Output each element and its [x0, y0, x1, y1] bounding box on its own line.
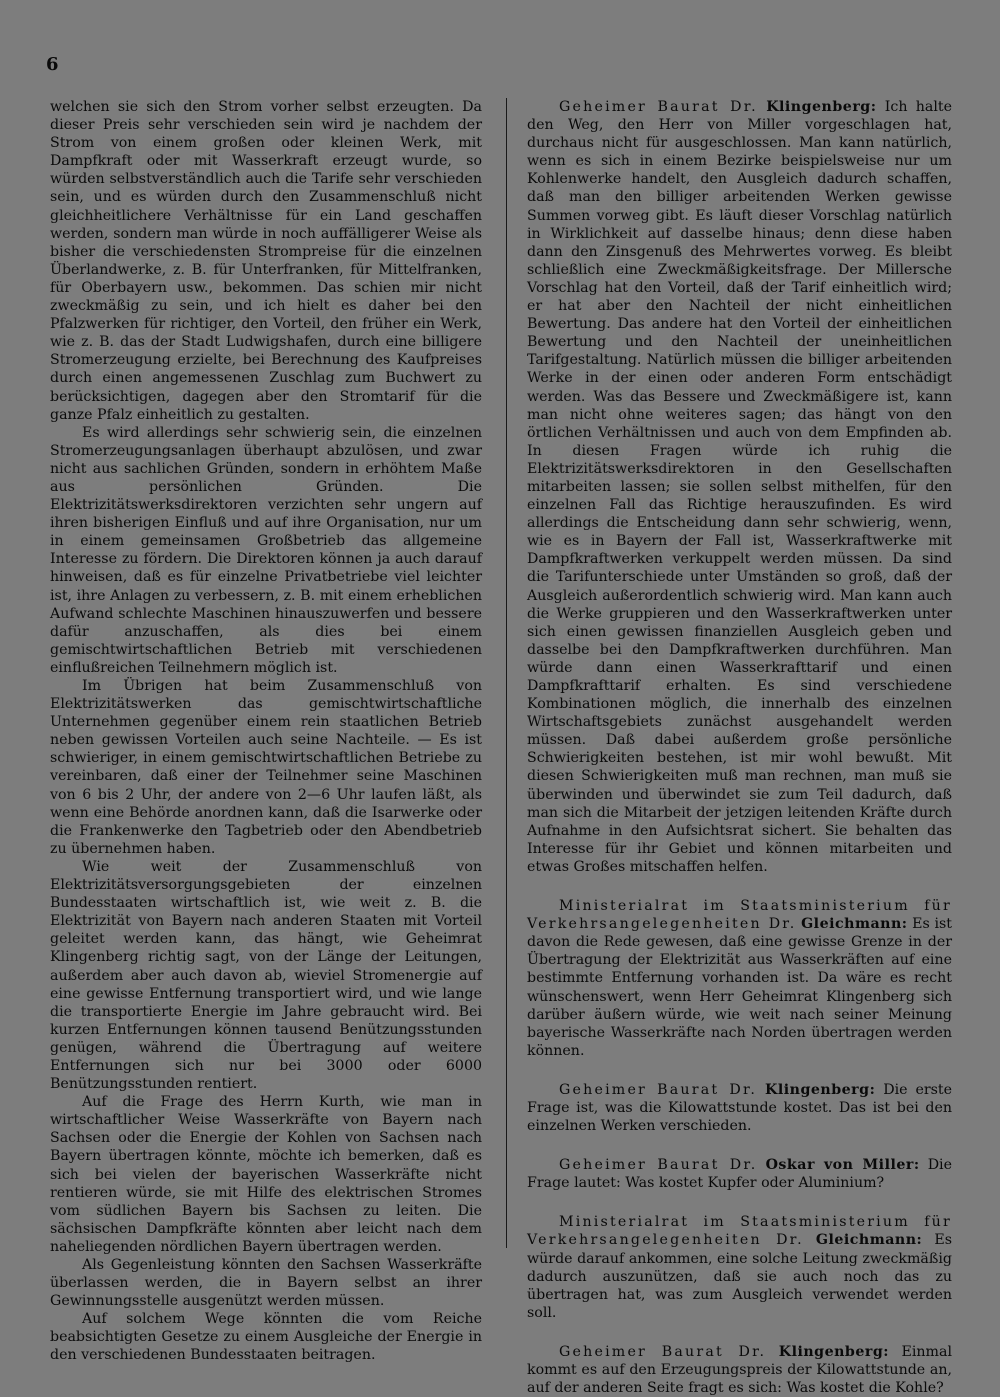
- paragraph: Auf solchem Wege könnten die vom Reiche beabsichtigten Gesetze zu einem Ausgleiche der Energie in den verschiedenen Bundesstaaten beitragen.: [50, 1311, 482, 1364]
- speech-entry: [527, 1213, 952, 1322]
- paragraph: Wie weit der Zusammenschluß von Elektrizitätsversorgungsgebieten der einzelnen Bundesstaaten wirtschaftlich ist, wie weit z. B. die Elektrizität von Bayern nach anderen Staaten mit Vorteil geleitet werden kann, das hängt, wie Geheimrat Klingenberg richtig sagt, von der Länge der Leitungen, außerdem aber auch davon ab, wieviel Stromenergie auf eine gewisse Entfernung transportiert wird, und wie lange die transportierte Energie im Jahre gebraucht wird. Bei kurzen Entfernungen können tausend Benützungsstunden genügen, während die Übertragung auf weitere Entfernungen sich nur bei 3000 oder 6000 Benützungsstunden rentiert.: [50, 858, 482, 1093]
- speech-text: Es würde darauf ankommen, eine solche Leitung zweckmäßig dadurch auszunützen, daß sie auch noch das zu übertragen hat, was zum Ausgleich verwendet werden soll.: [527, 1232, 952, 1321]
- paragraph: Im Übrigen hat beim Zusammenschluß von Elektrizitätswerken das gemischtwirtschaftliche Unternehmen gegenüber einem rein staatlichen Betrieb neben gewissen Vorteilen auch seine Nachteile. — Es ist schwieriger, in einem gemischtwirtschaftlichen Betriebe zu vereinbaren, daß einer der Teilnehmer seine Maschinen von 6 bis 2 Uhr, der andere von 2—6 Uhr laufen läßt, als wenn eine Behörde anordnen kann, daß die Isarwerke oder die Frankenwerke den Tagbetrieb oder den Abendbetrieb zu übernehmen haben.: [50, 678, 482, 857]
- page-number: 6: [46, 54, 59, 75]
- speaker-title: Geheimer Baurat Dr.: [559, 1157, 758, 1174]
- column-divider: [506, 98, 507, 1248]
- speech-entry: [527, 1081, 952, 1135]
- speech-entry: [527, 897, 952, 1060]
- speech-text: Die erste Frage ist, was die Kilowattstunde kostet. Das ist bei den einzelnen Werken verschieden.: [527, 1081, 953, 1135]
- paragraph: welchen sie sich den Strom vorher selbst erzeugten. Da dieser Preis sehr verschieden sein wird je nachdem der Strom von einem großen oder kleinen Werk, mit Dampfkraft oder mit Wasserkraft erzeugt wurde, so würden selbstverständlich auch die Tarife sehr verschieden sein, und es würden durch den Zusammenschluß nicht gleichheitlichere Verhältnisse für ein Land geschaffen werden, sondern man würde in noch auffälligerer Weise als bisher die verschiedensten Strompreise für die einzelnen Überlandwerke, z. B. für Unterfranken, für Mittelfranken, für Oberbayern usw., bekommen. Das schien mir nicht zweckmäßig zu sein, und ich hielt es daher bei den Pfalzwerken für richtiger, den Vorteil, den früher ein Werk, wie z. B. das der Stadt Ludwigshafen, durch eine billigere Stromerzeugung erzielte, bei Berechnung des Kaufpreises durch einen angemessenen Zuschlag zum Buchwert zu berücksichtigen, dagegen aber den Stromtarif für die ganze Pfalz einheitlich zu gestalten.: [50, 99, 482, 423]
- paragraph: Auf die Frage des Herrn Kurth, wie man in wirtschaftlicher Weise Wasserkräfte von Bayern nach Sachsen oder die Energie der Kohlen von Sachsen nach Bayern übertragen könnte, möchte ich bemerken, daß es sich bei vielen der bayerischen Wasserkräfte nicht rentieren würde, sie mit Hilfe des elektrischen Stromes vom südlichen Bayern bis Sachsen zu leiten. Die sächsischen Dampfkräfte könnten aber leicht nach dem naheliegenden nördlichen Bayern übertragen werden.: [50, 1094, 482, 1255]
- speech-text: Einmal kommt es auf den Erzeugungspreis der Kilowattstunde an, auf der anderen Seite fragt es sich: Was kostet die Kohle?: [527, 1343, 952, 1397]
- right-column: [527, 98, 952, 1397]
- speaker-title: Geheimer Baurat Dr.: [559, 1343, 767, 1360]
- paragraph: Als Gegenleistung könnten den Sachsen Wasserkräfte überlassen werden, die in Bayern selbst an ihrer Gewinnungsstelle ausgenützt werden müssen.: [50, 1257, 482, 1310]
- speech-text: Es ist davon die Rede gewesen, daß eine gewisse Grenze in der Übertragung der Elektrizität aus Wasserkräften auf eine bestimmte Entfernung vorhanden ist. Da wäre es recht wünschenswert, wenn Herr Geheimrat Klingenberg sich darüber äußern würde, wie weit nach seiner Meinung bayerische Wasserkräfte nach Norden übertragen werden können.: [527, 916, 952, 1059]
- speech-entry: [527, 1156, 952, 1192]
- speaker-name: Klingenberg:: [765, 1081, 876, 1098]
- speaker-title: Geheimer Baurat Dr.: [559, 1081, 758, 1098]
- left-column: [50, 98, 482, 1365]
- speaker-name: Gleichmann:: [801, 916, 908, 933]
- speaker-title: Ministerialrat im Staatsministerium für Verkehrsangelegenheiten Dr.: [527, 898, 952, 933]
- paragraph: Es wird allerdings sehr schwierig sein, die einzelnen Stromerzeugungsanlagen überhaupt abzulösen, und zwar nicht aus sachlichen Gründen, sondern in erhöhtem Maße aus persönlichen Gründen. Die Elektrizitätswerksdirektoren verzichten sehr ungern auf ihren bisherigen Einfluß und auf ihre Organisation, nur um in einem gemeinsamen Großbetrieb das allgemeine Interesse zu fördern. Die Direktoren können ja auch darauf hinweisen, daß es für einzelne Privatbetriebe viel leichter ist, ihre Anlagen zu verbessern, z. B. mit einem erheblichen Aufwand schlechte Maschinen hinauszuwerfen und bessere dafür anzuschaffen, als dies bei einem gemischtwirtschaftlichen Betrieb mit verschiedenen einflußreichen Teilnehmern möglich ist.: [50, 424, 482, 676]
- speaker-name: Oskar von Miller:: [765, 1157, 920, 1174]
- speech-text: Die Frage lautet: Was kostet Kupfer oder Aluminium?: [527, 1157, 952, 1192]
- speaker-title: Geheimer Baurat Dr.: [559, 99, 758, 115]
- speaker-name: Klingenberg:: [778, 1343, 890, 1360]
- speaker-name: Klingenberg:: [766, 99, 877, 115]
- speech-entry: [527, 98, 952, 876]
- speech-text: Ich halte den Weg, den Herr von Miller vorgeschlagen hat, durchaus nicht für ausgeschlossen. Man kann natürlich, wenn es sich in einem Bezirke beispielsweise nur um Kohlenwerke handelt, den Ausgleich dadurch schaffen, daß man den billiger arbeitenden Werken gewisse Summen vorweg gibt. Es läuft dieser Vorschlag natürlich in Wirklichkeit auf dasselbe hinaus; denn diese haben dann den Zinsgenuß des Mehrwertes vorweg. Es bleibt schließlich eine Zweckmäßigkeitsfrage. Der Millersche Vorschlag hat den Vorteil, daß der Tarif einheitlich wird; er hat aber den Nachteil der nicht einheitlichen Bewertung. Das andere hat den Vorteil der einheitlichen Bewertung und den Nachteil der uneinheitlichen Tarifgestaltung. Natürlich müssen die billiger arbeitenden Werke in der einen oder anderen Form entschädigt werden. Was das Bessere und Zweckmäßigere ist, kann man nicht ohne weiteres sagen; das hängt von den örtlichen Verhältnissen und auch von dem Empfinden ab. In diesen Fragen würde ich ruhig die Elektrizitätswerksdirektoren in den Gesellschaften mitarbeiten lassen; sie sollen selbst mithelfen, für den einzelnen Fall das Richtige herauszufinden. Es wird allerdings die Entscheidung dann sehr schwierig, wenn, wie es in Bayern der Fall ist, Wasserkraftwerke mit Dampfkraftwerken verkuppelt werden müssen. Da sind die Tarifunterschiede unter Umständen so groß, daß der Ausgleich außerordentlich schwierig wird. Man kann auch die Werke gruppieren und den Wasserkraftwerken unter sich einen gewissen finanziellen Ausgleich geben und dasselbe bei den Dampfkraftwerken durchführen. Man würde dann einen Wasserkrafttarif und einen Dampfkrafttarif erhalten. Es sind verschiedene Kombinationen möglich, die innerhalb des einzelnen Wirtschaftsgebiets zunächst ausgehandelt werden müssen. Daß dabei außerdem große persönliche Schwierigkeiten bestehen, ist mir wohl bewußt. Mit diesen Schwierigkeiten muß man rechnen, man muß sie überwinden und überwindet sie zum Teil dadurch, daß man sich die Mitarbeit der jetzigen leitenden Kräfte durch Aufnahme in den Aufsichtsrat sichert. Sie behalten das Interesse für ihr Gebiet und können mitarbeiten und etwas Großes mitschaffen helfen.: [527, 99, 952, 875]
- speech-entry: [527, 1343, 952, 1397]
- speaker-name: Gleichmann:: [815, 1232, 923, 1249]
- speaker-title: Ministerialrat im Staatsministerium für Verkehrsangelegenheiten Dr.: [527, 1214, 952, 1249]
